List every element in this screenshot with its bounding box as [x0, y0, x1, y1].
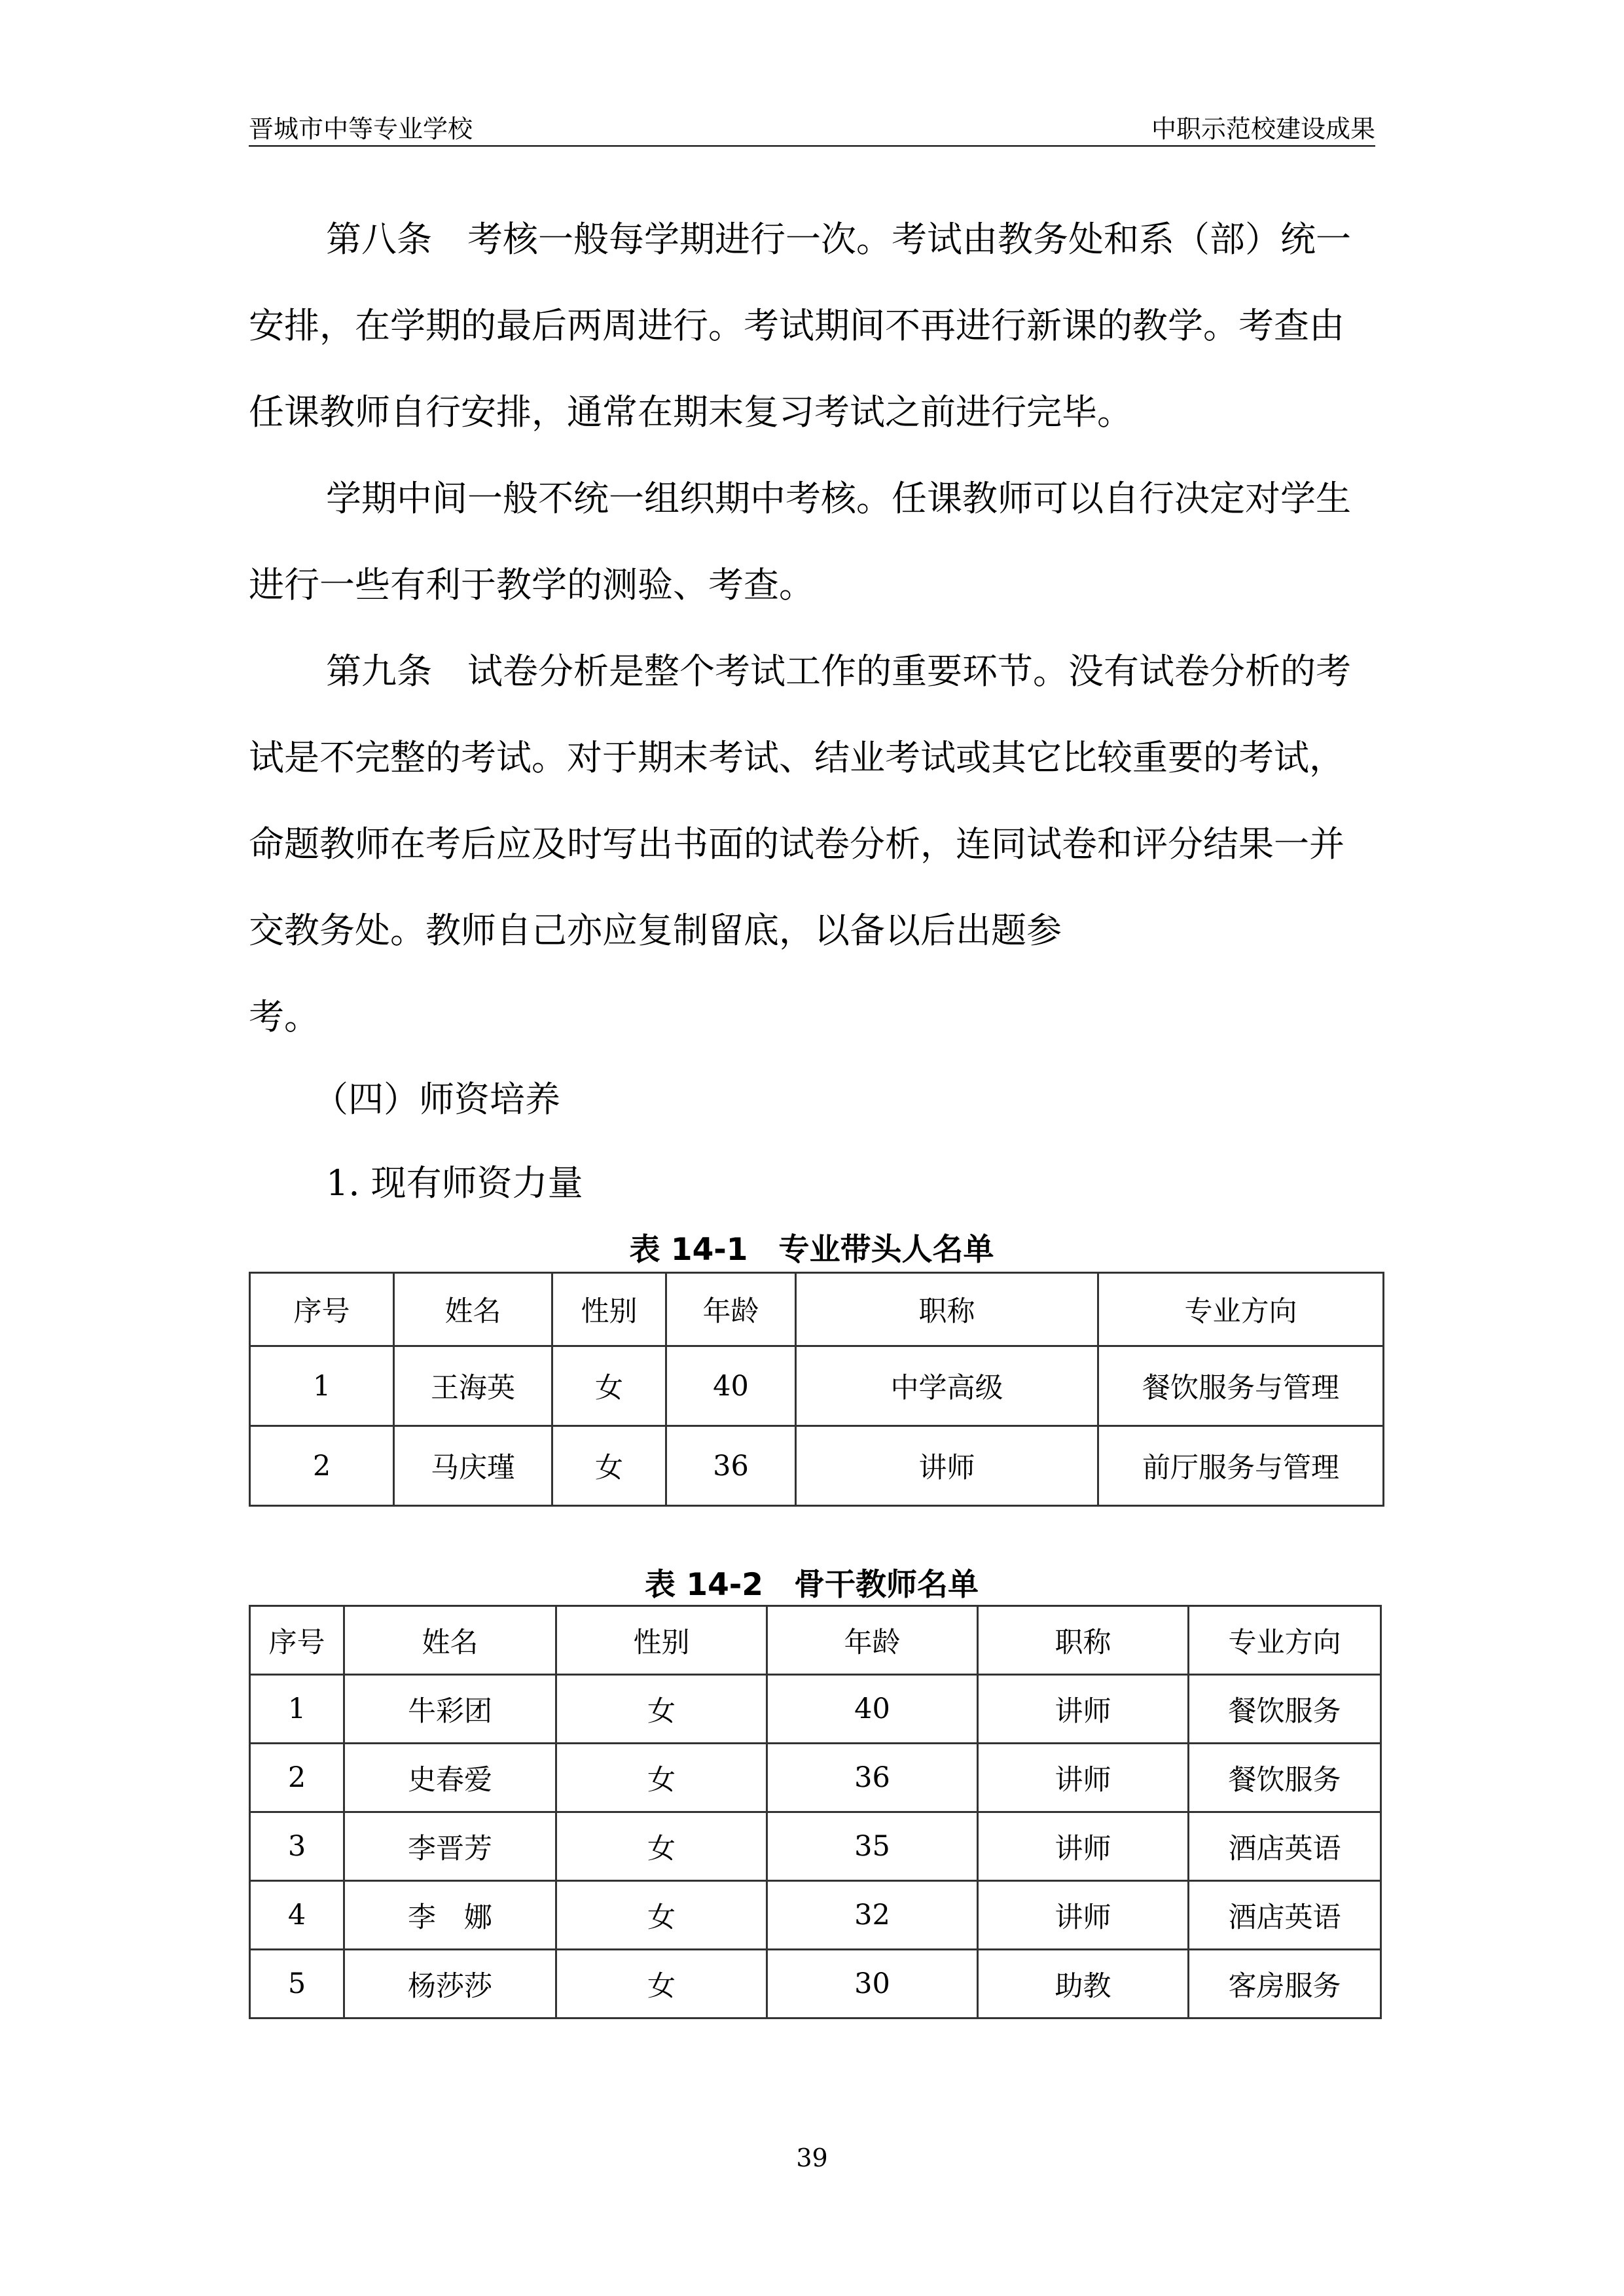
table-cell: 1 [250, 1346, 394, 1426]
table-row [250, 1744, 1381, 1812]
table-cell: 讲师 [978, 1812, 1189, 1881]
table-cell: 40 [767, 1675, 978, 1744]
backbone-teacher-table [249, 1605, 1382, 2019]
table-cell: 马庆瑾 [394, 1426, 552, 1506]
header-cell: 姓名 [394, 1273, 552, 1346]
table-cell: 前厅服务与管理 [1098, 1426, 1384, 1506]
table-cell: 王海英 [394, 1346, 552, 1426]
table-cell: 1 [250, 1675, 344, 1744]
paragraph-text: 学期中间一般不统一组织期中考核。任课教师可以自行决定对学生进行一些有利于教学的测验、考查。 [249, 478, 1351, 605]
table-cell: 客房服务 [1189, 1950, 1381, 2018]
paragraph-midterm [249, 456, 1375, 628]
header-cell: 职称 [796, 1273, 1098, 1346]
table-cell: 杨莎莎 [344, 1950, 556, 2018]
header-school-name: 晋城市中等专业学校 [249, 115, 473, 143]
table-cell: 讲师 [978, 1675, 1189, 1744]
table-cell: 4 [250, 1881, 344, 1950]
paragraph-text: 第八条 考核一般每学期进行一次。考试由教务处和系（部）统一安排，在学期的最后两周进行。考试期间不再进行新课的教学。考查由任课教师自行安排，通常在期末复习考试之前进行完毕。 [249, 219, 1351, 433]
header-cell: 年龄 [767, 1606, 978, 1675]
table-cell: 女 [556, 1675, 767, 1744]
header-document-title: 中职示范校建设成果 [1151, 115, 1375, 143]
table-cell: 女 [552, 1426, 666, 1506]
table-cell: 女 [552, 1346, 666, 1426]
table-row [250, 1812, 1381, 1881]
table-cell: 40 [666, 1346, 796, 1426]
paragraph-text-tail: 考。 [249, 996, 319, 1037]
paragraph-article-9 [249, 628, 1375, 1060]
table-row [250, 1675, 1381, 1744]
table2-caption: 表 14-2 骨干教师名单 [645, 1567, 979, 1603]
header-cell: 序号 [250, 1273, 394, 1346]
table-cell: 餐饮服务 [1189, 1744, 1381, 1812]
table-cell: 36 [767, 1744, 978, 1812]
table-cell: 2 [250, 1744, 344, 1812]
table-row [250, 1881, 1381, 1950]
table-cell: 女 [556, 1950, 767, 2018]
header-cell: 序号 [250, 1606, 344, 1675]
section-heading: （四）师资培养 [313, 1079, 560, 1120]
table-cell: 3 [250, 1812, 344, 1881]
table-cell: 5 [250, 1950, 344, 2018]
table-cell: 30 [767, 1950, 978, 2018]
table-header-row [250, 1273, 1384, 1346]
table-cell: 李晋芳 [344, 1812, 556, 1881]
table-cell: 36 [666, 1426, 796, 1506]
header-cell: 姓名 [344, 1606, 556, 1675]
header-cell: 专业方向 [1189, 1606, 1381, 1675]
table-row [250, 1346, 1384, 1426]
table-row [250, 1950, 1381, 2018]
header-cell: 职称 [978, 1606, 1189, 1675]
table-cell: 餐饮服务 [1189, 1675, 1381, 1744]
table-cell: 史春爱 [344, 1744, 556, 1812]
table-cell: 李 娜 [344, 1881, 556, 1950]
header-cell: 性别 [556, 1606, 767, 1675]
table-cell: 女 [556, 1881, 767, 1950]
header-rule [249, 145, 1375, 147]
table-cell: 讲师 [978, 1881, 1189, 1950]
subsection-heading: 1. 现有师资力量 [326, 1162, 583, 1204]
table-cell: 35 [767, 1812, 978, 1881]
table-cell: 32 [767, 1881, 978, 1950]
header-cell: 年龄 [666, 1273, 796, 1346]
table-cell: 酒店英语 [1189, 1881, 1381, 1950]
header-cell: 专业方向 [1098, 1273, 1384, 1346]
table-cell: 女 [556, 1812, 767, 1881]
table-cell: 2 [250, 1426, 394, 1506]
paragraph-text: 第九条 试卷分析是整个考试工作的重要环节。没有试卷分析的考试是不完整的考试。对于期末考试、结业考试或其它比较重要的考试，命题教师在考后应及时写出书面的试卷分析，连同试卷和评分结果一并交教务处。教师自己亦应复制留底，以备以后出题参 [249, 651, 1351, 951]
table-cell: 女 [556, 1744, 767, 1812]
page-number: 39 [796, 2144, 828, 2172]
table1-caption: 表 14-1 专业带头人名单 [629, 1232, 994, 1268]
table-cell: 牛彩团 [344, 1675, 556, 1744]
header-cell: 性别 [552, 1273, 666, 1346]
table-cell: 讲师 [796, 1426, 1098, 1506]
paragraph-article-8 [249, 196, 1375, 456]
leader-table [249, 1272, 1384, 1507]
table-header-row [250, 1606, 1381, 1675]
table-row [250, 1426, 1384, 1506]
table-cell: 助教 [978, 1950, 1189, 2018]
table-cell: 中学高级 [796, 1346, 1098, 1426]
table-cell: 餐饮服务与管理 [1098, 1346, 1384, 1426]
table-cell: 讲师 [978, 1744, 1189, 1812]
table-cell: 酒店英语 [1189, 1812, 1381, 1881]
